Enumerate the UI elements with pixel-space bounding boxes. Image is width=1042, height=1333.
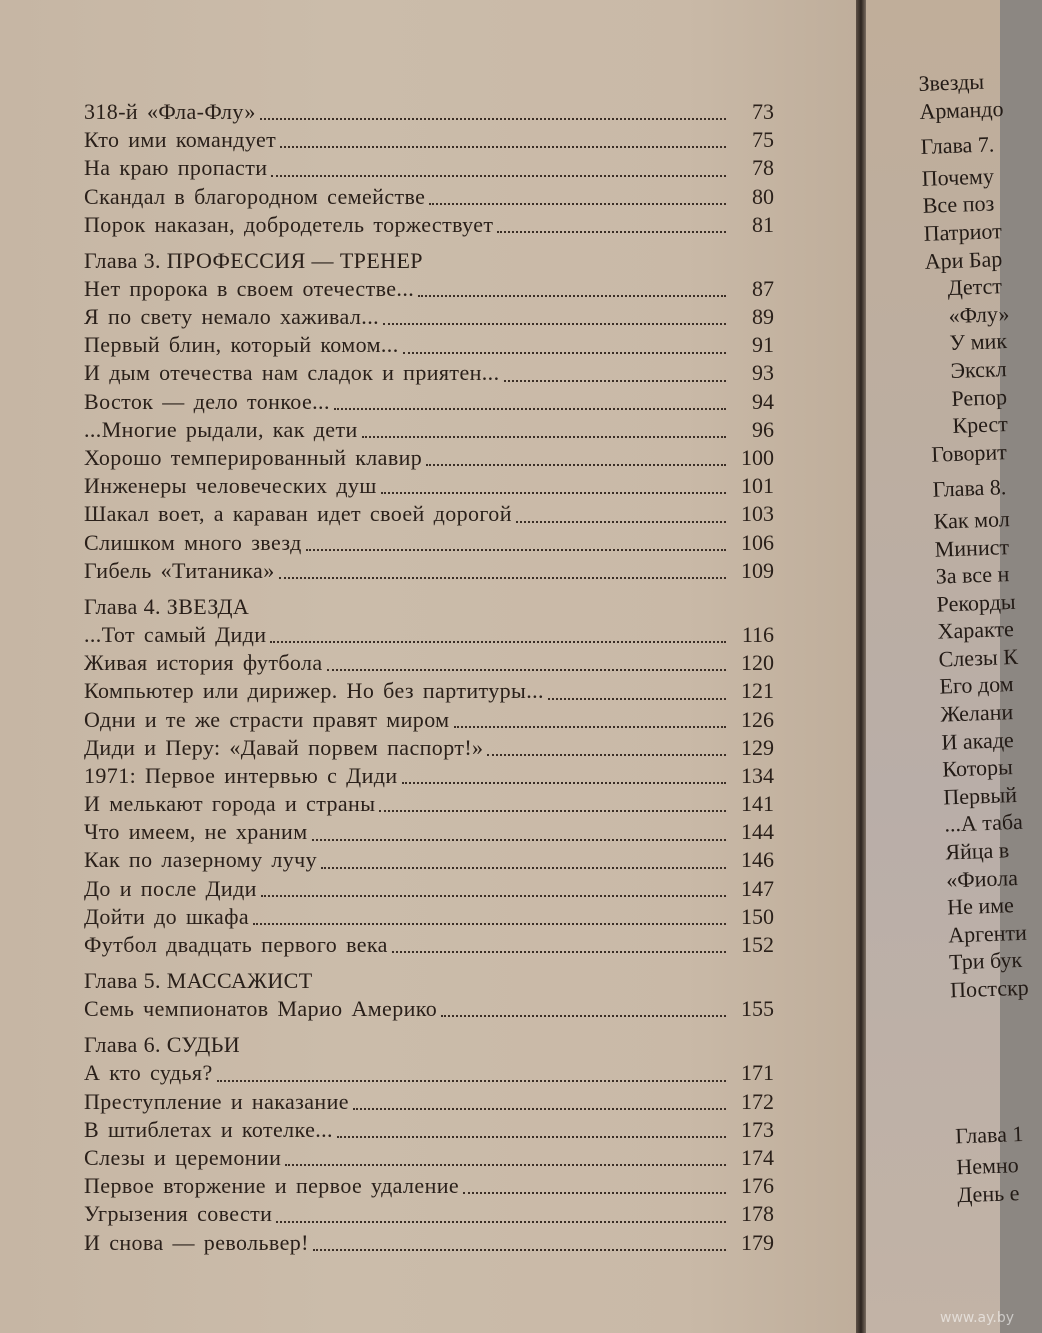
dot-leader <box>516 513 726 523</box>
dot-leader <box>381 484 726 494</box>
toc-entry <box>84 1200 774 1228</box>
dot-leader <box>334 400 726 410</box>
chapter-heading-fragment: Глава 7. <box>920 131 995 160</box>
toc-entry-fragment: День е <box>956 1179 1020 1208</box>
toc-entry <box>84 360 774 388</box>
page-number: 147 <box>741 875 774 901</box>
dot-leader <box>454 718 727 728</box>
toc-entry <box>84 621 774 649</box>
entry-title: Хорошо темперированный клавир <box>84 445 423 471</box>
toc-entry <box>84 677 774 705</box>
dot-leader <box>312 831 726 841</box>
entry-title: 1971: Первое интервью с Диди <box>84 762 398 788</box>
entry-title: Я по свету немало хаживал... <box>84 304 379 330</box>
toc-entry-fragment: «Фиола <box>945 864 1019 893</box>
dot-leader <box>280 138 726 148</box>
entry-title: Порок наказан, добродетель торжествует <box>84 211 494 237</box>
toc-entry-fragment: Три бук <box>948 947 1023 975</box>
toc-entry <box>84 126 774 154</box>
toc-entry <box>84 1144 774 1172</box>
toc-entry-fragment: Его дом <box>939 671 1015 700</box>
toc-entry <box>84 1116 774 1144</box>
chapter-heading: Глава 4. ЗВЕЗДА <box>84 594 250 619</box>
dot-leader <box>487 746 726 756</box>
entry-title: Компьютер или дирижер. Но без партитуры... <box>84 678 544 704</box>
dot-leader <box>441 1007 726 1017</box>
entry-title: На краю пропасти <box>84 155 268 181</box>
page-number: 178 <box>741 1201 774 1227</box>
entry-title: И дым отечества нам сладок и приятен... <box>84 360 500 386</box>
dot-leader <box>426 456 726 466</box>
dot-leader <box>279 569 726 579</box>
toc-entry <box>84 1172 774 1200</box>
toc-entry-fragment: Постскр <box>949 974 1030 1003</box>
toc-entry-fragment: Желани <box>940 699 1014 727</box>
entry-title: Футбол двадцать первого века <box>84 932 388 958</box>
page-number: 93 <box>752 360 774 386</box>
page-number: 176 <box>741 1173 774 1199</box>
toc-entry-fragment: Немно <box>955 1152 1020 1180</box>
dot-leader <box>327 661 726 671</box>
chapter-heading: Глава 5. МАССАЖИСТ <box>84 968 313 994</box>
toc-entry-fragment: Экскл <box>950 356 1008 383</box>
dot-leader <box>392 943 726 953</box>
toc-entry-fragment: Которы <box>941 754 1014 782</box>
page-number: 101 <box>741 473 774 499</box>
toc-entry-fragment: Рекорды <box>936 588 1016 617</box>
entry-title: А кто судья? <box>84 1060 213 1086</box>
toc-entry-fragment: «Флу» <box>948 300 1010 328</box>
dot-leader <box>504 372 727 382</box>
table-of-contents <box>84 98 774 1257</box>
entry-title: 318-й «Фла-Флу» <box>84 98 256 124</box>
entry-title: Инженеры человеческих душ <box>84 473 377 499</box>
entry-title: Первый блин, который комом... <box>84 332 399 358</box>
dot-leader <box>337 1128 726 1138</box>
toc-entry <box>84 183 774 211</box>
book-gutter <box>856 0 866 1333</box>
entry-title: И мелькают города и страны <box>84 791 376 817</box>
page-number: 100 <box>741 445 774 471</box>
dot-leader <box>306 541 726 551</box>
toc-entry <box>84 875 774 903</box>
toc-entry <box>84 98 774 126</box>
dot-leader <box>463 1184 726 1194</box>
dot-leader <box>429 195 726 205</box>
toc-entry <box>84 557 774 585</box>
toc-entry-fragment: Звезды <box>918 68 985 96</box>
toc-entry-fragment: Детст <box>947 273 1003 301</box>
entry-title: Слезы и церемонии <box>84 1144 282 1170</box>
toc-entry <box>84 762 774 790</box>
dot-leader <box>353 1100 726 1110</box>
toc-entry-fragment: Яйца в <box>944 837 1010 865</box>
toc-entry-fragment: Крест <box>951 411 1009 439</box>
toc-entry <box>84 903 774 931</box>
page-number: 152 <box>741 932 774 958</box>
toc-entry <box>84 444 774 472</box>
page-number: 75 <box>752 127 774 153</box>
entry-title: Диди и Перу: «Давай порвем паспорт!» <box>84 734 484 760</box>
watermark: www.ay.by <box>940 1310 1015 1326</box>
toc-entry <box>84 331 774 359</box>
entry-title: ...Многие рыдали, как дети <box>84 416 358 442</box>
page-number: 172 <box>741 1088 774 1114</box>
entry-title: Дойти до шкафа <box>84 903 250 929</box>
toc-entry <box>84 847 774 875</box>
page-number: 103 <box>741 501 774 527</box>
page-number: 116 <box>741 621 774 647</box>
toc-entry <box>84 818 774 846</box>
page-number: 146 <box>741 847 774 873</box>
entry-title: ...Тот самый Диди <box>84 621 267 647</box>
page-number: 179 <box>741 1229 774 1255</box>
toc-entry <box>84 472 774 500</box>
dot-leader <box>253 915 726 925</box>
toc-entry-fragment: Патриот <box>923 218 1003 246</box>
page-number: 87 <box>752 275 774 301</box>
page-number: 96 <box>752 416 774 442</box>
entry-title: Гибель «Титаника» <box>84 557 275 583</box>
entry-title: Нет пророка в своем отечестве... <box>84 275 415 301</box>
entry-title: До и после Диди <box>84 875 257 901</box>
toc-entry-fragment: У мик <box>949 328 1008 356</box>
toc-entry <box>84 388 774 416</box>
toc-entry <box>84 1229 774 1257</box>
page-number: 129 <box>741 734 774 760</box>
chapter-heading-fragment: Глава 1 <box>954 1120 1024 1148</box>
toc-entry-fragment: Не име <box>946 892 1015 920</box>
page-number: 73 <box>752 98 774 124</box>
toc-entry-fragment: Аргенти <box>947 919 1028 948</box>
page-number: 81 <box>752 211 774 237</box>
dot-leader <box>379 802 726 812</box>
chapter-heading: Глава 6. СУДЬИ <box>84 1032 241 1058</box>
toc-entry <box>84 416 774 444</box>
dot-leader <box>260 110 726 120</box>
toc-entry-fragment: Как мол <box>933 505 1011 534</box>
page-number: 120 <box>741 650 774 676</box>
dot-leader <box>321 859 726 869</box>
page-number: 121 <box>741 678 774 704</box>
entry-title: Кто ими командует <box>84 127 277 153</box>
toc-entry <box>84 790 774 818</box>
toc-entry <box>84 529 774 557</box>
toc-entry <box>84 931 774 959</box>
dot-leader <box>261 887 726 897</box>
dot-leader <box>418 287 726 297</box>
entry-title: Восток — дело тонкое... <box>84 388 330 414</box>
entry-title: Живая история футбола <box>84 650 323 676</box>
toc-entry <box>84 211 774 239</box>
dot-leader <box>383 315 726 325</box>
right-page-toc <box>918 67 1042 1209</box>
dot-leader <box>217 1072 726 1082</box>
page-number: 89 <box>752 304 774 330</box>
page-number: 144 <box>741 819 774 845</box>
page-number: 106 <box>741 529 774 555</box>
dot-leader <box>362 428 726 438</box>
page-number: 126 <box>741 706 774 732</box>
page-number: 141 <box>741 791 774 817</box>
toc-entry-fragment: За все н <box>935 561 1010 589</box>
dot-leader <box>270 633 726 643</box>
right-page <box>866 0 1030 1333</box>
toc-entry <box>84 275 774 303</box>
entry-title: В штиблетах и котелке... <box>84 1116 333 1142</box>
toc-entry-fragment: Почему <box>921 163 995 191</box>
page-number: 91 <box>752 332 774 358</box>
toc-entry-fragment: Репор <box>951 383 1008 411</box>
dot-leader <box>403 344 726 354</box>
entry-title: Как по лазерному лучу <box>84 847 318 873</box>
page-number: 94 <box>752 388 774 414</box>
page-number: 171 <box>741 1060 774 1086</box>
dot-leader <box>402 774 726 784</box>
dot-leader <box>271 167 726 177</box>
toc-entry <box>84 1088 774 1116</box>
entry-title: Шакал воет, а караван идет своей дорогой <box>84 501 512 527</box>
entry-title: Скандал в благородном семействе <box>84 183 426 209</box>
dot-leader <box>313 1241 726 1251</box>
entry-title: Что имеем, не храним <box>84 819 308 845</box>
chapter-heading: Глава 3. ПРОФЕССИЯ — ТРЕНЕР <box>84 247 423 273</box>
entry-title: Преступление и наказание <box>84 1088 349 1114</box>
page-number: 80 <box>752 183 774 209</box>
toc-entry-fragment: Армандо <box>918 95 1004 124</box>
toc-entry <box>84 500 774 528</box>
toc-entry-fragment: Слезы К <box>938 643 1019 672</box>
toc-entry <box>84 154 774 182</box>
toc-entry-fragment: И акаде <box>941 726 1015 755</box>
toc-entry <box>84 1059 774 1087</box>
entry-title: Угрызения совести <box>84 1201 273 1227</box>
page-number: 134 <box>741 762 774 788</box>
toc-entry <box>84 706 774 734</box>
page-number: 78 <box>752 155 774 181</box>
entry-title: Одни и те же страсти правят миром <box>84 706 450 732</box>
page-number: 109 <box>741 557 774 583</box>
dot-leader <box>497 223 726 233</box>
toc-entry <box>84 995 774 1023</box>
page-number: 173 <box>741 1116 774 1142</box>
dot-leader <box>285 1156 726 1166</box>
toc-entry-fragment: Характе <box>937 616 1015 644</box>
page-number: 174 <box>741 1144 774 1170</box>
entry-title: Первое вторжение и первое удаление <box>84 1173 460 1199</box>
toc-entry-fragment: Все поз <box>922 190 995 219</box>
page-number: 150 <box>741 903 774 929</box>
entry-title: Семь чемпионатов Марио Америко <box>84 996 438 1022</box>
toc-entry <box>84 649 774 677</box>
toc-entry-fragment: Минист <box>934 533 1010 562</box>
dot-leader <box>276 1213 726 1223</box>
page-number: 155 <box>741 996 774 1022</box>
toc-entry <box>84 734 774 762</box>
toc-entry-fragment: Первый <box>942 781 1018 810</box>
toc-entry-fragment: Ари Бар <box>924 245 1003 274</box>
toc-entry <box>84 303 774 331</box>
entry-title: Слишком много звезд <box>84 529 302 555</box>
dot-leader <box>548 690 726 700</box>
toc-entry-fragment: Говорит <box>930 438 1008 467</box>
chapter-heading-fragment: Глава 8. <box>932 474 1007 503</box>
toc-entry-fragment: ...А таба <box>943 809 1024 837</box>
entry-title: И снова — револьвер! <box>84 1229 309 1255</box>
